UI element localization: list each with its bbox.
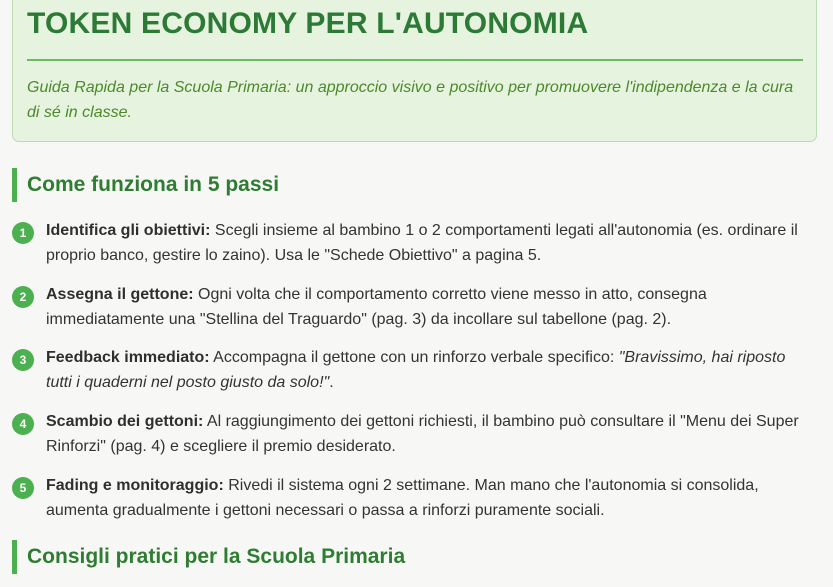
page-subtitle: Guida Rapida per la Scuola Primaria: un approccio visivo e positivo per promuovere l'indipendenza e la cura di sé in classe. <box>27 79 794 121</box>
step-text <box>46 345 808 395</box>
step-number-badge: 4 <box>12 413 34 435</box>
step-text <box>46 409 808 459</box>
header-box <box>12 0 817 142</box>
step-body: Al raggiungimento dei gettoni richiesti, il bambino può consultare il "Menu dei Super Rinforzi" (pag. 4) e scegliere il premio desiderato. <box>46 413 799 455</box>
step-title: Identifica gli obiettivi: <box>46 222 211 239</box>
step-quote: "Bravissimo, hai riposto tutti i quaderni nel posto giusto da solo!" <box>46 349 786 391</box>
step-body: Accompagna il gettone con un rinforzo verbale specifico: <box>209 349 619 366</box>
step-text <box>46 218 808 268</box>
step-text <box>46 282 808 332</box>
step-number-badge: 3 <box>12 349 34 371</box>
section-heading-steps: Come funziona in 5 passi <box>12 168 792 202</box>
step-body: Scegli insieme al bambino 1 o 2 comportamenti legati all'autonomia (es. ordinare il proprio banco, gestire lo zaino). Usa le "Schede Obiettivo" a pagina 5. <box>46 222 798 264</box>
step-number-badge: 2 <box>12 286 34 308</box>
title-divider <box>27 59 803 61</box>
page-title: TOKEN ECONOMY PER L'AUTONOMIA <box>27 7 589 40</box>
step-number-badge: 1 <box>12 222 34 244</box>
step-tail: . <box>329 374 334 391</box>
section-heading-tips: Consigli pratici per la Scuola Primaria <box>12 540 792 574</box>
step-title: Feedback immediato: <box>46 349 210 366</box>
step-number-badge: 5 <box>12 477 34 499</box>
step-title: Scambio dei gettoni: <box>46 413 204 430</box>
step-title: Fading e monitoraggio: <box>46 477 224 494</box>
step-body: Rivedi il sistema ogni 2 settimane. Man mano che l'autonomia si consolida, aumenta gradualmente i gettoni necessari o passa a rinforzi puramente sociali. <box>46 477 759 519</box>
step-title: Assegna il gettone: <box>46 286 194 303</box>
step-text <box>46 473 808 523</box>
step-body: Ogni volta che il comportamento corretto viene messo in atto, consegna immediatamente una "Stellina del Traguardo" (pag. 3) da incollare sul tabellone (pag. 2). <box>46 286 707 328</box>
